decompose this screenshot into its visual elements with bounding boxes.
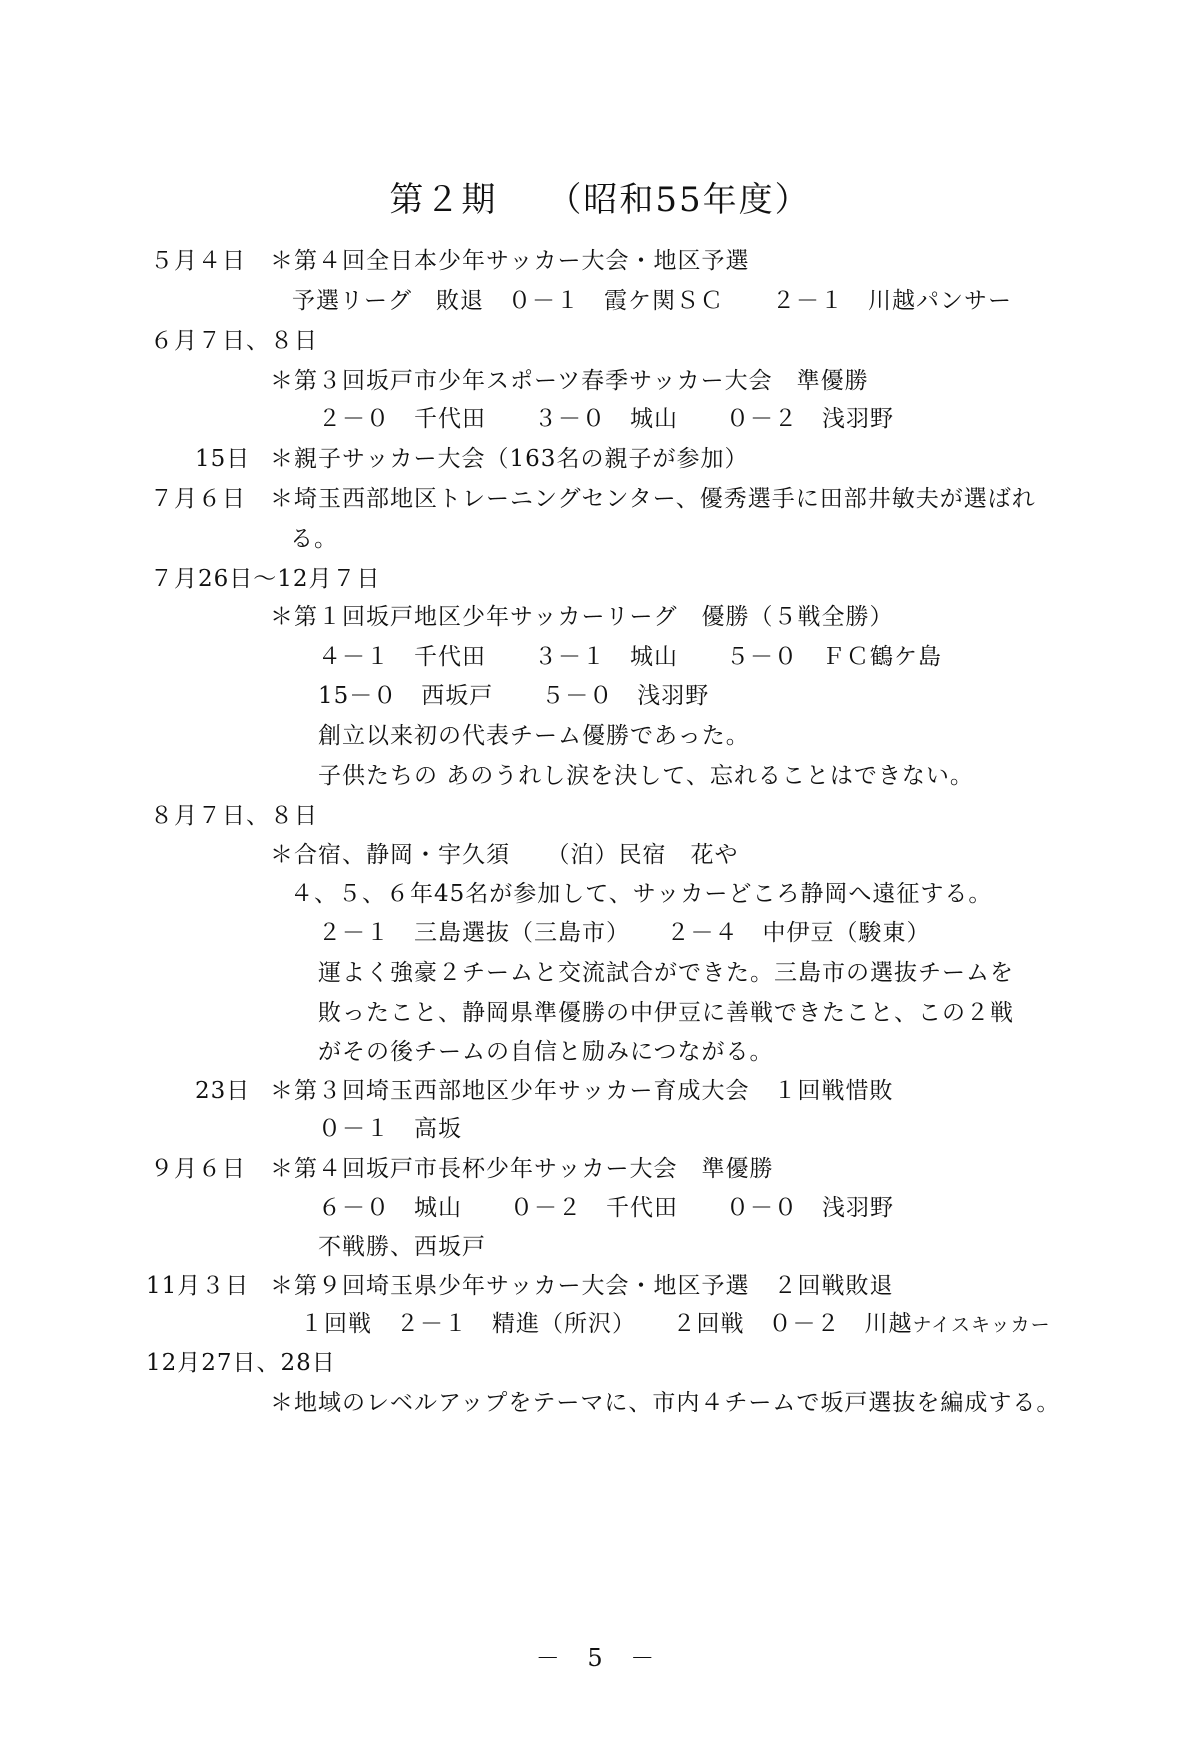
page-number: － 5 －	[535, 1644, 665, 1672]
entry-date: 15日	[195, 446, 251, 472]
entry-event: ＊埼玉西部地区トレーニングセンター、優秀選手に田部井敏夫が選ばれ	[270, 486, 1036, 512]
entry-event: ＊地域のレベルアップをテーマに、市内４チームで坂戸選抜を編成する。	[270, 1390, 1061, 1416]
entry-event: ＊第９回埼玉県少年サッカー大会・地区予選 ２回戦敗退	[270, 1273, 894, 1299]
entry-result: ０－１ 高坂	[318, 1116, 462, 1142]
entry-event: ＊第３回埼玉西部地区少年サッカー育成大会 １回戦惜敗	[270, 1078, 894, 1104]
entry-date: 23日	[195, 1078, 251, 1104]
entry-note: 不戦勝、西坂戸	[318, 1234, 486, 1260]
entry-date: ５月４日	[150, 248, 246, 274]
entry-detail: ４、５、６年45名が参加して、サッカーどころ静岡へ遠征する。	[290, 881, 993, 907]
entry-date: ６月７日、８日	[150, 328, 318, 354]
entry-date: ７月６日	[150, 486, 246, 512]
entry-event: ＊第３回坂戸市少年スポーツ春季サッカー大会 準優勝	[270, 368, 869, 394]
page-title	[0, 172, 1200, 221]
title-period: 第２期	[389, 180, 498, 220]
entry-note: 敗ったこと、静岡県準優勝の中伊豆に善戦できたこと、この２戦	[318, 1000, 1014, 1026]
entry-result: ２－０ 千代田 ３－０ 城山 ０－２ 浅羽野	[318, 406, 894, 432]
entry-event: ＊第４回坂戸市長杯少年サッカー大会 準優勝	[270, 1156, 774, 1182]
entry-note: がその後チームの自信と励みにつながる。	[318, 1039, 774, 1065]
entry-result-main: １回戦 ２－１ 精進（所沢） ２回戦 ０－２ 川越	[300, 1311, 913, 1337]
entry-result: ６－０ 城山 ０－２ 千代田 ０－０ 浅羽野	[318, 1195, 894, 1221]
entry-date: ７月26日～12月７日	[150, 566, 381, 592]
entry-note: 創立以来初の代表チーム優勝であった。	[318, 723, 750, 749]
entry-event: ＊第１回坂戸地区少年サッカーリーグ 優勝（５戦全勝）	[270, 604, 894, 630]
entry-result: ２－１ 三島選抜（三島市） ２－４ 中伊豆（駿東）	[318, 920, 931, 946]
entry-note: 子供たちの あのうれし涙を決して、忘れることはできない。	[318, 763, 974, 789]
entry-event: ＊合宿、静岡・宇久須 （泊）民宿 花や	[270, 842, 739, 868]
entry-event: ＊第４回全日本少年サッカー大会・地区予選	[270, 248, 750, 274]
title-year: （昭和55年度）	[547, 180, 811, 220]
entry-date: ８月７日、８日	[150, 803, 318, 829]
entry-event: ＊親子サッカー大会（163名の親子が参加）	[270, 446, 749, 472]
entry-date: 11月３日	[146, 1273, 250, 1299]
entry-event-continued: る。	[290, 526, 338, 552]
entry-note: 運よく強豪２チームと交流試合ができた。三島市の選抜チームを	[318, 960, 1014, 986]
entry-result-small: ナイスキッカー	[912, 1314, 1051, 1336]
entry-date: ９月６日	[150, 1156, 246, 1182]
entry-result: 予選リーグ 敗退 ０－１ 霞ケ関ＳＣ ２－１ 川越パンサー	[292, 288, 1012, 314]
entry-result	[300, 1313, 1051, 1336]
entry-result: 15－０ 西坂戸 ５－０ 浅羽野	[318, 683, 710, 709]
entry-result: ４－１ 千代田 ３－１ 城山 ５－０ ＦＣ鶴ケ島	[318, 644, 942, 670]
entry-date: 12月27日、28日	[146, 1350, 336, 1376]
